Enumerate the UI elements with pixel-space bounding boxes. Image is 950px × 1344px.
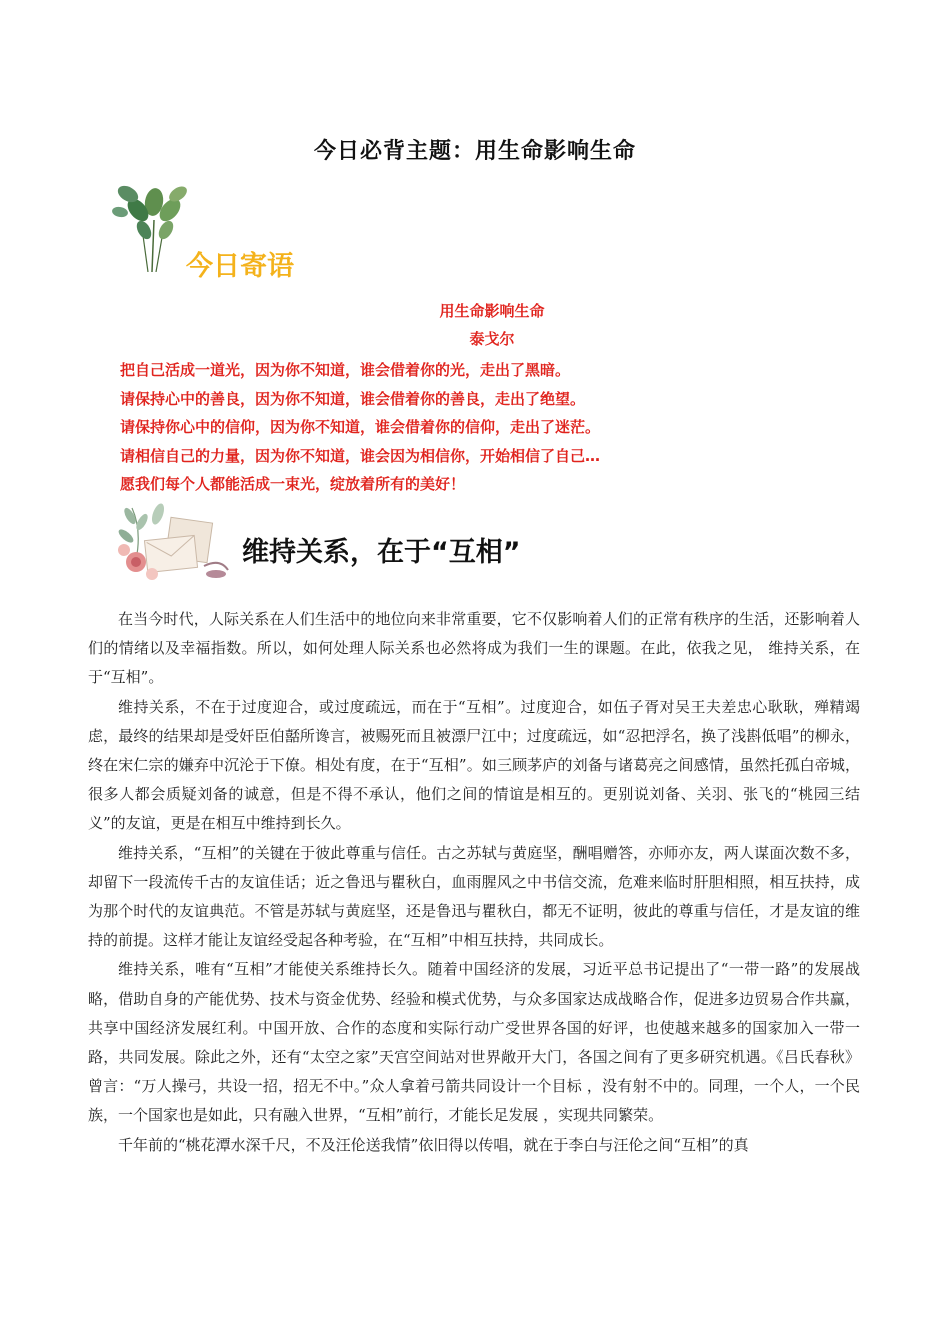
- section-label-today-message: 今日寄语: [186, 251, 294, 282]
- poem-line: 请保持心中的善良，因为你不知道，谁会借着你的善良，走出了绝望。: [120, 389, 586, 408]
- poem-line: 请相信自己的力量，因为你不知道，谁会因为相信你，开始相信了自己…: [120, 446, 601, 465]
- poem-author: 泰戈尔: [469, 330, 515, 348]
- article-paragraph: 维持关系，唯有“互相”才能使关系维持长久。随着中国经济的发展，习近平总书记提出了“一带一路”的发展战略，借助自身的产能优势、技术与资金优势、经验和模式优势，与众多国家达成战略合作，促进多边贸易合作共赢，共享中国经济发展红利。中国开放、合作的态度和实际行动广受世界各国的好评，也使越来越多的国家加入一带一路，共同发展。除此之外，还有“太空之家”天宫空间站对世界敞开大门，各国之间有了更多研究机遇。《吕氏春秋》曾言：“万人操弓，共设一招，招无不中。”众人拿着弓箭共同设计一个目标 ，没有射不中的。同理，一个人，一个民族，一个国家也是如此，只有融入世界，“互相”前行，才能长足发展 ，实现共同繁荣。: [88, 960, 860, 1125]
- letters-flowers-illustration: [112, 500, 230, 586]
- poem-line: 请保持你心中的信仰，因为你不知道，谁会借着你的信仰，走出了迷茫。: [120, 418, 601, 436]
- article-paragraph: 千年前的“桃花潭水深千尺，不及汪伦送我情”依旧得以传唱，就在于李白与汪伦之间“互相”的真: [118, 1135, 749, 1154]
- poem-lines: [120, 356, 600, 499]
- plant-illustration: [112, 180, 192, 272]
- poem-title: 用生命影响生命: [439, 302, 545, 320]
- article-body: [88, 605, 860, 1160]
- article-paragraph: 在当今时代，人际关系在人们生活中的地位向来非常重要，它不仅影响着人们的正常有秩序的生活，还影响着人们的情绪以及幸福指数。所以，如何处理人际关系也必然将成为我们一生的课题。在此，依我之见， 维持关系，在于“互相”。: [88, 610, 860, 687]
- page-title: 今日必背主题：用生命影响生命: [313, 139, 636, 164]
- poem-line: 愿我们每个人都能活成一束光，绽放着所有的美好！: [120, 475, 466, 493]
- article-paragraph: 维持关系，“互相”的关键在于彼此尊重与信任。古之苏轼与黄庭坚，酬唱赠答，亦师亦友，两人谋面次数不多，却留下一段流传千古的友谊佳话；近之鲁迅与瞿秋白，血雨腥风之中书信交流，危难来临时肝胆相照，相互扶持，成为那个时代的友谊典范。不管是苏轼与黄庭坚，还是鲁迅与瞿秋白，都无不证明，彼此的尊重与信任，才是友谊的维持的前提。这样才能让友谊经受起各种考验，在“互相”中相互扶持，共同成长。: [88, 843, 860, 950]
- poem-line: 把自己活成一道光，因为你不知道，谁会借着你的光，走出了黑暗。: [120, 361, 571, 379]
- article-paragraph: 维持关系，不在于过度迎合，或过度疏远，而在于“互相”。过度迎合，如伍子胥对吴王夫差忠心耿耿，殚精竭虑，最终的结果却是受奸臣伯嚭所谗言，被赐死而且被漂尸江中；过度疏远，如“忍把浮名，换了浅斟低唱”的柳永，终在宋仁宗的嫌弃中沉沦于下僚。相处有度，在于“互相”。如三顾茅庐的刘备与诸葛亮之间感情，虽然托孤白帝城，很多人都会质疑刘备的诚意，但是不得不承认，他们之间的情谊是相互的。更别说刘备、关羽、张飞的“桃园三结义”的友谊，更是在相互中维持到长久。: [88, 697, 860, 833]
- article-heading: 维持关系，在于“互相”: [242, 537, 521, 568]
